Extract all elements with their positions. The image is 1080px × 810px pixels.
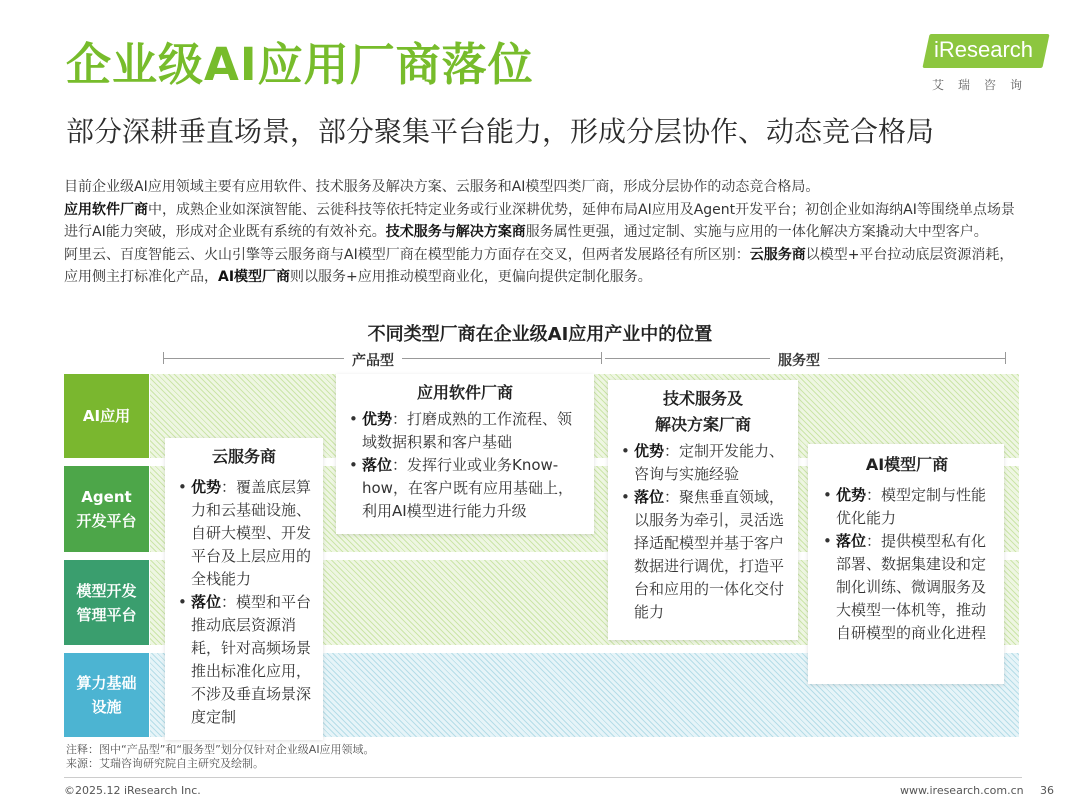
bold-tech-vendor: 技术服务与解决方案商	[385, 224, 526, 240]
note-text: 注释：图中“产品型”和“服务型”划分仅针对企业级AI应用领域。	[66, 743, 375, 756]
card-model-vendor	[808, 444, 1004, 684]
service-type-label: 服务型	[770, 350, 828, 370]
bold-cloud-vendor: 云服务商	[749, 246, 806, 263]
bold-model-vendor: AI模型厂商	[218, 269, 291, 285]
logo-text: iResearch	[934, 37, 1034, 62]
body-text	[64, 176, 1024, 289]
advantage-text: ：打磨成熟的工作流程、领域数据积累和客户基础	[362, 410, 573, 451]
body-text-span: 则以服务+应用推动模型商业化，更偏向提供定制化服务。	[290, 269, 652, 285]
card-app-vendor	[336, 374, 594, 534]
row-label-model-platform: 模型开发 管理平台	[64, 560, 149, 645]
body-text-span: 阿里云、百度智能云、火山引擎等云服务商与AI模型厂商在模型能力方面存在交叉，但两者发展路径有所区别：	[64, 246, 750, 263]
position-text: ：发挥行业或业务Know-how，在客户既有应用基础上，利用AI模型进行能力升级	[362, 456, 573, 520]
body-text-span: 中，成熟企业如深演智能、云徙科技等依托特定业务或行业深耕优势，延伸布局AI应用及Agent开发平台；初创企业如海纳AI等围绕单点场景进行AI能力突破，形成对企业既有系统的有效补充。	[64, 201, 1015, 240]
body-text-span: 目前企业级AI应用领域主要有应用软件、技术服务及解决方案、云服务和AI模型四类厂商，形成分层协作的动态竞合格局。	[64, 179, 820, 195]
card-title: AI模型厂商	[865, 455, 949, 474]
card-position	[836, 530, 994, 645]
card-position	[191, 591, 313, 729]
advantage-label: 优势	[362, 410, 393, 428]
position-text: ：模型和平台推动底层资源消耗，针对高频场景推出标准化应用，不涉及垂直场景深度定制	[191, 593, 312, 726]
body-paragraph-3	[64, 244, 1024, 289]
source-text: 来源：艾瑞咨询研究院自主研究及绘制。	[66, 757, 264, 770]
advantage-label: 优势	[634, 442, 665, 460]
position-text: ：提供模型私有化部署、数据集建设和定制化训练、微调服务及大模型一体机等，推动自研模型的商业化进程	[836, 532, 987, 642]
body-paragraph-1	[64, 176, 1024, 199]
position-label: 落位	[191, 593, 222, 611]
card-list	[618, 440, 788, 624]
card-position	[362, 454, 584, 523]
body-text-span: 以模型+平台拉动底层资源消耗，应用侧主打标准化产品，	[64, 246, 1014, 285]
bold-app-vendor: 应用软件厂商	[64, 201, 148, 218]
diagram-title: 不同类型厂商在企业级AI应用产业中的位置	[367, 324, 713, 345]
advantage-text: ：模型定制与性能优化能力	[836, 486, 987, 527]
type-tick	[601, 352, 602, 364]
card-title: 云服务商	[211, 447, 276, 466]
logo-subtext: 艾瑞咨询	[932, 78, 1037, 92]
body-paragraph-2	[64, 199, 1024, 244]
card-tech-vendor	[608, 380, 798, 640]
row-label-agent-platform: Agent 开发平台	[64, 466, 149, 552]
card-list	[175, 476, 313, 729]
card-cloud-vendor	[165, 438, 323, 740]
row-label-compute-infra: 算力基础 设施	[64, 653, 149, 737]
card-advantage	[634, 440, 788, 486]
footnote	[66, 743, 375, 771]
body-text-span: 服务属性更强，通过定制、实施与应用的一体化解决方案撬动大中型客户。	[525, 224, 988, 240]
product-type-label: 产品型	[344, 350, 402, 370]
card-list	[820, 484, 994, 645]
site-url[interactable]: www.iresearch.com.cn	[900, 784, 1024, 797]
card-title: 应用软件厂商	[416, 383, 513, 402]
footer-divider	[64, 777, 1022, 778]
iresearch-logo	[926, 34, 1050, 94]
card-list	[346, 408, 584, 523]
row-label-ai-app: AI应用	[64, 374, 149, 458]
page-number: 36	[1040, 784, 1054, 797]
position-text: ：聚焦垂直领域，以服务为牵引，灵活选择适配模型并基于客户数据进行调优，打造平台和应用的一体化交付能力	[634, 488, 785, 621]
position-label: 落位	[362, 456, 393, 474]
advantage-text: ：覆盖底层算力和云基础设施、自研大模型、开发平台及上层应用的全栈能力	[191, 478, 312, 588]
card-title: 技术服务及 解决方案厂商	[654, 389, 751, 434]
advantage-label: 优势	[191, 478, 222, 496]
position-label: 落位	[836, 532, 867, 550]
card-advantage	[191, 476, 313, 591]
card-position	[634, 486, 788, 624]
advantage-label: 优势	[836, 486, 867, 504]
card-advantage	[836, 484, 994, 530]
page-title: 企业级AI应用厂商落位	[66, 38, 534, 91]
position-label: 落位	[634, 488, 665, 506]
card-advantage	[362, 408, 584, 454]
page-subtitle: 部分深耕垂直场景，部分聚集平台能力，形成分层协作、动态竞合格局	[66, 115, 935, 148]
advantage-text: ：定制开发能力、咨询与实施经验	[634, 442, 785, 483]
copyright: ©2025.12 iResearch Inc.	[64, 784, 201, 797]
type-tick	[1005, 352, 1006, 364]
